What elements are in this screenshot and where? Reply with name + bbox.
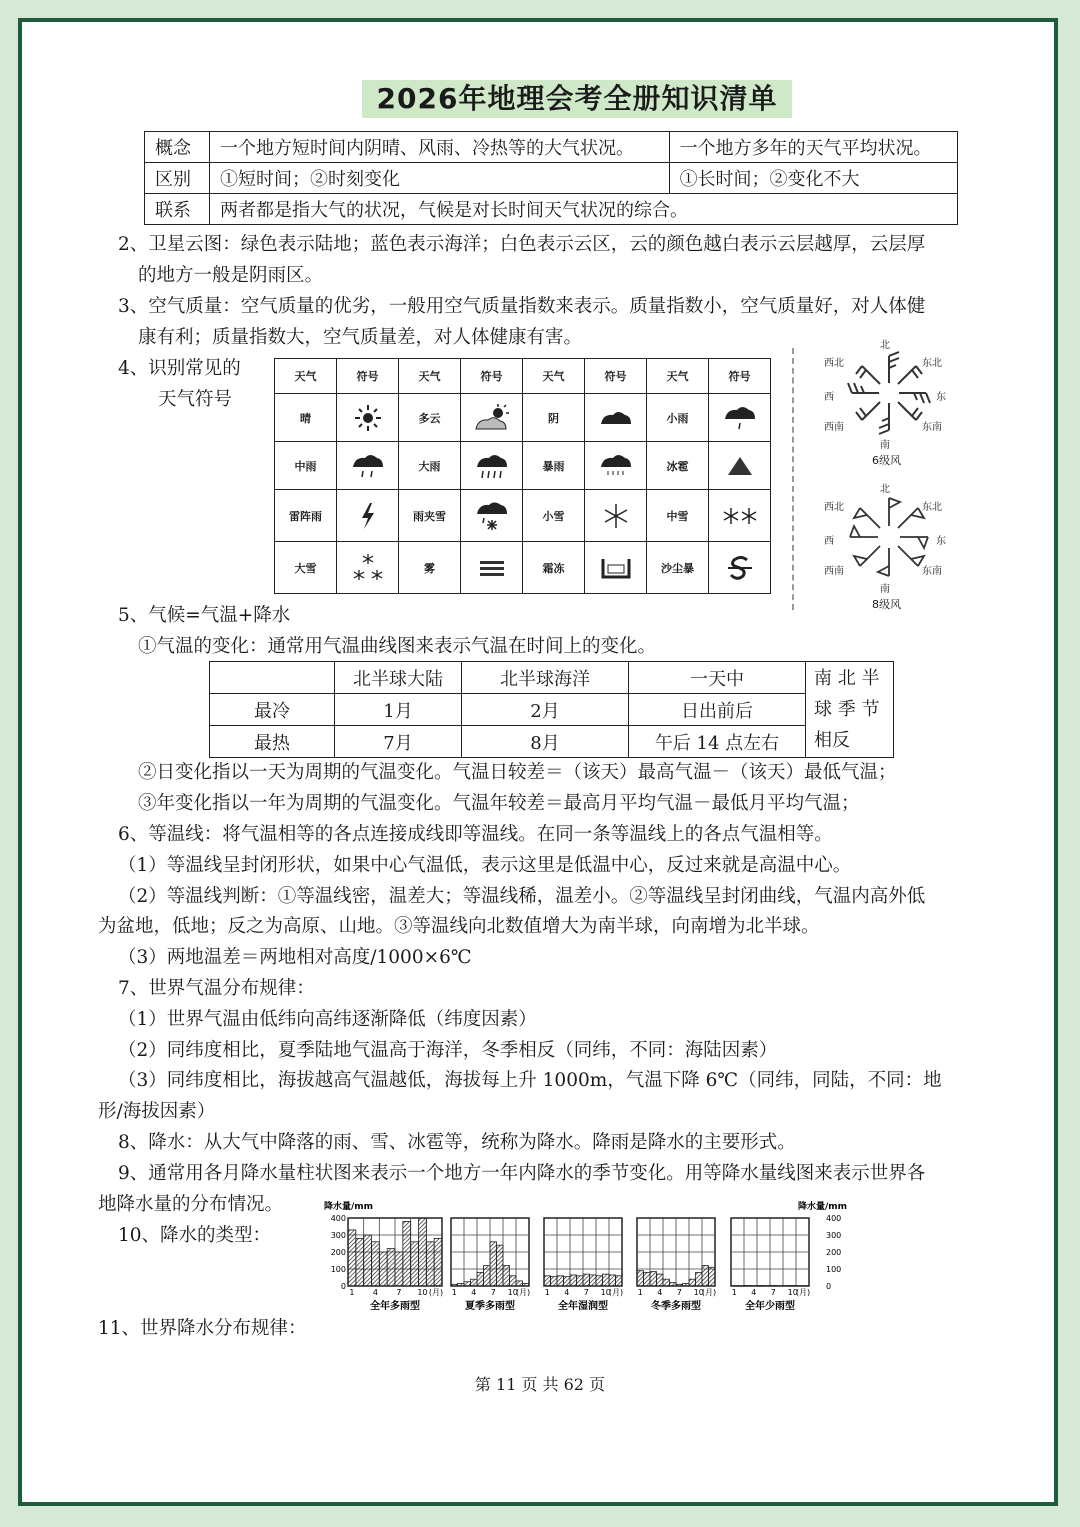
dir-label: 东北 <box>922 502 942 513</box>
x-tick-label: 1 <box>544 1288 550 1297</box>
bar <box>570 1275 577 1286</box>
paragraph: （1）等温线呈封闭形状，如果中心气温低，表示这里是低温中心，反过来就是高温中心。 <box>118 855 852 876</box>
weather-symbol-table <box>274 358 771 594</box>
divider <box>792 348 794 610</box>
y-tick-label: 0 <box>826 1282 832 1291</box>
weather-name: 中雨 <box>275 442 337 490</box>
x-tick-label: 10 <box>693 1288 704 1297</box>
x-tick-label: 1 <box>451 1288 457 1297</box>
weather-name: 小雨 <box>647 394 709 442</box>
paragraph: 地降水量的分布情况。 <box>98 1194 284 1215</box>
dir-label: 东南 <box>922 422 942 433</box>
dir-label: 西北 <box>824 358 844 369</box>
page-title: 2026年地理会考全册知识清单 <box>362 80 792 118</box>
y-tick-label: 200 <box>826 1248 842 1257</box>
bar <box>471 1279 478 1286</box>
bar <box>590 1275 597 1286</box>
bar <box>551 1277 558 1286</box>
bar <box>356 1238 364 1286</box>
bar <box>451 1284 458 1286</box>
table-header: 符号 <box>709 359 771 394</box>
bar <box>379 1252 387 1286</box>
bar <box>364 1235 372 1286</box>
bar <box>523 1283 530 1286</box>
side-line: 相反 <box>814 730 850 751</box>
paragraph: 形/海拔因素） <box>98 1101 216 1122</box>
hail-icon <box>709 442 771 490</box>
precipitation-charts <box>320 1196 865 1316</box>
dir-label: 西 <box>824 536 834 547</box>
table-cell: 联系 <box>145 194 210 225</box>
chart-title: 夏季多雨型 <box>465 1301 515 1312</box>
x-tick-label: 4 <box>372 1288 378 1297</box>
dir-label: 北 <box>880 484 890 495</box>
chart-title: 全年多雨型 <box>370 1301 420 1312</box>
paragraph: 8、降水：从大气中降落的雨、雪、冰雹等，统称为降水。降雨是降水的主要形式。 <box>118 1132 796 1153</box>
table-header: 符号 <box>461 359 523 394</box>
paragraph: 7、世界气温分布规律： <box>118 978 315 999</box>
side-line: 南 北 半 <box>814 668 880 689</box>
table-cell: 日出前后 <box>629 694 806 726</box>
x-tick-label: 1 <box>349 1288 355 1297</box>
wind-compass-8 <box>808 480 958 610</box>
paragraph: （3）同纬度相比，海拔越高气温越低，海拔每上升 1000m，气温下降 6℃（同纬，同陆，不同：地 <box>118 1070 942 1091</box>
bar <box>464 1282 471 1286</box>
x-tick-label: 7 <box>770 1288 776 1297</box>
overcast-icon <box>585 394 647 442</box>
bar <box>564 1277 571 1286</box>
bar <box>426 1242 434 1286</box>
y-tick-label: 100 <box>826 1265 842 1274</box>
dir-label: 北 <box>880 340 890 351</box>
paragraph: 为盆地，低地；反之为高原、山地。③等温线向北数值增大为南半球，向南增为北半球。 <box>98 916 820 937</box>
bar <box>757 1285 764 1286</box>
paragraph: 3、空气质量：空气质量的优劣，一般用空气质量指数来表示。质量指数小，空气质量好，对人体健 <box>118 296 926 317</box>
table-header: 天气 <box>523 359 585 394</box>
paragraph: 天气符号 <box>158 389 233 410</box>
bar <box>770 1285 777 1286</box>
x-tick-label: 4 <box>751 1288 757 1297</box>
x-tick-label: 7 <box>676 1288 682 1297</box>
dir-label: 南 <box>880 584 890 595</box>
weather-name: 雾 <box>399 542 461 594</box>
dir-label: 西北 <box>824 502 844 513</box>
table-cell: 一个地方短时间内阴晴、风雨、冷热等的大气状况。 <box>210 132 670 163</box>
bar <box>411 1242 419 1286</box>
x-tick-label: (月) <box>608 1288 624 1297</box>
paragraph: 10、降水的类型： <box>118 1225 272 1246</box>
bar <box>348 1230 356 1286</box>
bar <box>670 1283 677 1286</box>
dir-label: 南 <box>880 440 890 451</box>
bar <box>387 1249 395 1286</box>
table-cell: 一个地方多年的天气平均状况。 <box>669 132 957 163</box>
table-cell: ①长时间；②变化不大 <box>669 163 957 194</box>
dir-label: 东北 <box>922 358 942 369</box>
chart-title: 全年湿润型 <box>558 1301 608 1312</box>
x-tick-label: 1 <box>637 1288 643 1297</box>
table-header <box>210 662 335 694</box>
paragraph: 11、世界降水分布规律： <box>98 1318 307 1339</box>
paragraph: ③年变化指以一年为周期的气温变化。气温年较差＝最高月平均气温－最低月平均气温； <box>138 793 860 814</box>
table-header: 北半球海洋 <box>462 662 629 694</box>
bar <box>557 1276 564 1286</box>
weather-climate-table <box>144 131 958 225</box>
light-rain-icon <box>709 394 771 442</box>
chart-title: 冬季多雨型 <box>651 1301 701 1312</box>
paragraph: 2、卫星云图：绿色表示陆地；蓝色表示海洋；白色表示云区，云的颜色越白表示云层越厚，云层厚 <box>118 234 926 255</box>
weather-name: 暴雨 <box>523 442 585 490</box>
weather-name: 冰雹 <box>647 442 709 490</box>
bar <box>709 1267 716 1286</box>
table-header: 天气 <box>399 359 461 394</box>
paragraph: （1）世界气温由低纬向高纬逐渐降低（纬度因素） <box>118 1009 537 1030</box>
bar <box>403 1221 411 1286</box>
bar <box>616 1276 623 1286</box>
bar <box>676 1284 683 1286</box>
table-cell: 2月 <box>462 694 629 726</box>
paragraph: 的地方一般是阴雨区。 <box>138 265 324 286</box>
x-tick-label: 10 <box>417 1288 428 1297</box>
sleet-icon <box>461 490 523 542</box>
bar <box>657 1274 664 1286</box>
wind-label: 8级风 <box>872 598 901 611</box>
bar <box>583 1274 590 1286</box>
light-snow-icon <box>585 490 647 542</box>
weather-name: 霜冻 <box>523 542 585 594</box>
weather-name: 晴 <box>275 394 337 442</box>
x-tick-label: 10 <box>600 1288 611 1297</box>
weather-name: 小雪 <box>523 490 585 542</box>
dir-label: 东 <box>936 392 946 403</box>
bar <box>696 1272 703 1286</box>
table-cell: 午后 14 点左右 <box>629 726 806 758</box>
y-axis-label: 降水量/mm <box>324 1202 374 1212</box>
bar <box>544 1276 551 1286</box>
dir-label: 东南 <box>922 566 942 577</box>
heavy-rain-icon <box>461 442 523 490</box>
paragraph: 4、识别常见的 <box>118 358 241 379</box>
y-tick-label: 300 <box>330 1231 346 1240</box>
y-axis-label: 降水量/mm <box>798 1202 848 1212</box>
table-header: 一天中 <box>629 662 806 694</box>
paragraph: 5、气候=气温+降水 <box>118 605 291 626</box>
x-tick-label: 10 <box>787 1288 798 1297</box>
x-tick-label: 7 <box>583 1288 589 1297</box>
bar <box>663 1279 670 1286</box>
weather-name: 阴 <box>523 394 585 442</box>
x-tick-label: (月) <box>795 1288 811 1297</box>
bar <box>490 1242 497 1286</box>
cloudy-icon <box>461 394 523 442</box>
y-tick-label: 400 <box>826 1214 842 1223</box>
sandstorm-icon <box>709 542 771 594</box>
page-footer: 第 11 页 共 62 页 <box>474 1375 606 1394</box>
x-tick-label: 10 <box>507 1288 518 1297</box>
table-cell: 区别 <box>145 163 210 194</box>
bar <box>503 1266 510 1286</box>
bar <box>510 1276 517 1286</box>
bar <box>702 1266 709 1286</box>
bar <box>484 1266 491 1286</box>
table-cell: 两者都是指大气的状况，气候是对长时间天气状况的综合。 <box>210 194 958 225</box>
x-tick-label: 4 <box>657 1288 663 1297</box>
dir-label: 西 <box>824 392 834 403</box>
bar <box>497 1245 504 1286</box>
bar <box>689 1279 696 1286</box>
table-header: 天气 <box>275 359 337 394</box>
dir-label: 东 <box>936 536 946 547</box>
weather-name: 多云 <box>399 394 461 442</box>
bar <box>419 1218 427 1286</box>
x-tick-label: (月) <box>428 1288 444 1297</box>
bar <box>596 1276 603 1286</box>
paragraph: （2）同纬度相比，夏季陆地气温高于海洋，冬季相反（同纬，不同：海陆因素） <box>118 1040 778 1061</box>
bar <box>637 1271 644 1286</box>
x-tick-label: 4 <box>564 1288 570 1297</box>
heavy-snow-icon <box>337 542 399 594</box>
moderate-rain-icon <box>337 442 399 490</box>
x-tick-label: (月) <box>701 1288 717 1297</box>
dir-label: 西南 <box>824 566 844 577</box>
weather-name: 雷阵雨 <box>275 490 337 542</box>
bar <box>577 1276 584 1286</box>
table-cell: 1月 <box>335 694 462 726</box>
dir-label: 西南 <box>824 422 844 433</box>
fog-icon <box>461 542 523 594</box>
weather-name: 沙尘暴 <box>647 542 709 594</box>
table-cell: ①短时间；②时刻变化 <box>210 163 670 194</box>
table-cell: 概念 <box>145 132 210 163</box>
bar <box>744 1285 751 1286</box>
frost-icon <box>585 542 647 594</box>
x-tick-label: 1 <box>731 1288 737 1297</box>
side-line: 球 季 节 <box>814 699 880 720</box>
table-cell: 7月 <box>335 726 462 758</box>
bar <box>683 1283 690 1286</box>
bar <box>603 1274 610 1286</box>
table-cell: 最冷 <box>210 694 335 726</box>
paragraph: 康有利；质量指数大，空气质量差，对人体健康有害。 <box>138 327 583 348</box>
x-tick-label: (月) <box>515 1288 531 1297</box>
paragraph: （3）两地温差＝两地相对高度/1000×6℃ <box>118 947 472 968</box>
rainstorm-icon <box>585 442 647 490</box>
y-tick-label: 300 <box>826 1231 842 1240</box>
x-tick-label: 7 <box>396 1288 402 1297</box>
paragraph: ①气温的变化：通常用气温曲线图来表示气温在时间上的变化。 <box>138 636 657 657</box>
bar <box>477 1272 484 1286</box>
weather-name: 大雨 <box>399 442 461 490</box>
table-header: 符号 <box>585 359 647 394</box>
bar <box>434 1238 442 1286</box>
table-side-note <box>806 662 894 758</box>
bar <box>609 1275 616 1286</box>
paragraph: 9、通常用各月降水量柱状图来表示一个地方一年内降水的季节变化。用等降水量线图来表示世界各 <box>118 1163 926 1184</box>
bar <box>790 1285 797 1286</box>
wind-label: 6级风 <box>872 454 901 467</box>
sun-icon <box>337 394 399 442</box>
chart-title: 全年少雨型 <box>745 1301 795 1312</box>
table-cell: 最热 <box>210 726 335 758</box>
table-header: 符号 <box>337 359 399 394</box>
thunderstorm-icon <box>337 490 399 542</box>
bar <box>372 1242 380 1286</box>
wind-barbs-icon <box>844 348 934 438</box>
bar <box>458 1283 465 1286</box>
table-cell: 8月 <box>462 726 629 758</box>
x-tick-label: 7 <box>490 1288 496 1297</box>
bar <box>395 1252 403 1286</box>
table-header: 天气 <box>647 359 709 394</box>
bar <box>650 1272 657 1286</box>
moderate-snow-icon <box>709 490 771 542</box>
bar <box>644 1272 651 1286</box>
y-tick-label: 200 <box>330 1248 346 1257</box>
x-tick-label: 4 <box>471 1288 477 1297</box>
paragraph: （2）等温线判断：①等温线密，温差大；等温线稀，温差小。②等温线呈封闭曲线，气温内高外低 <box>118 886 926 907</box>
y-tick-label: 400 <box>330 1214 346 1223</box>
wind-flags-icon <box>844 492 934 582</box>
weather-name: 雨夹雪 <box>399 490 461 542</box>
temperature-table <box>209 661 894 758</box>
weather-name: 大雪 <box>275 542 337 594</box>
y-tick-label: 0 <box>340 1282 346 1291</box>
paragraph: 6、等温线：将气温相等的各点连接成线即等温线。在同一条等温线上的各点气温相等。 <box>118 824 833 845</box>
weather-name: 中雪 <box>647 490 709 542</box>
paragraph: ②日变化指以一天为周期的气温变化。气温日较差＝（该天）最高气温－（该天）最低气温； <box>138 762 897 783</box>
bar <box>516 1281 523 1286</box>
wind-compass-6 <box>808 336 958 466</box>
table-header: 北半球大陆 <box>335 662 462 694</box>
y-tick-label: 100 <box>330 1265 346 1274</box>
